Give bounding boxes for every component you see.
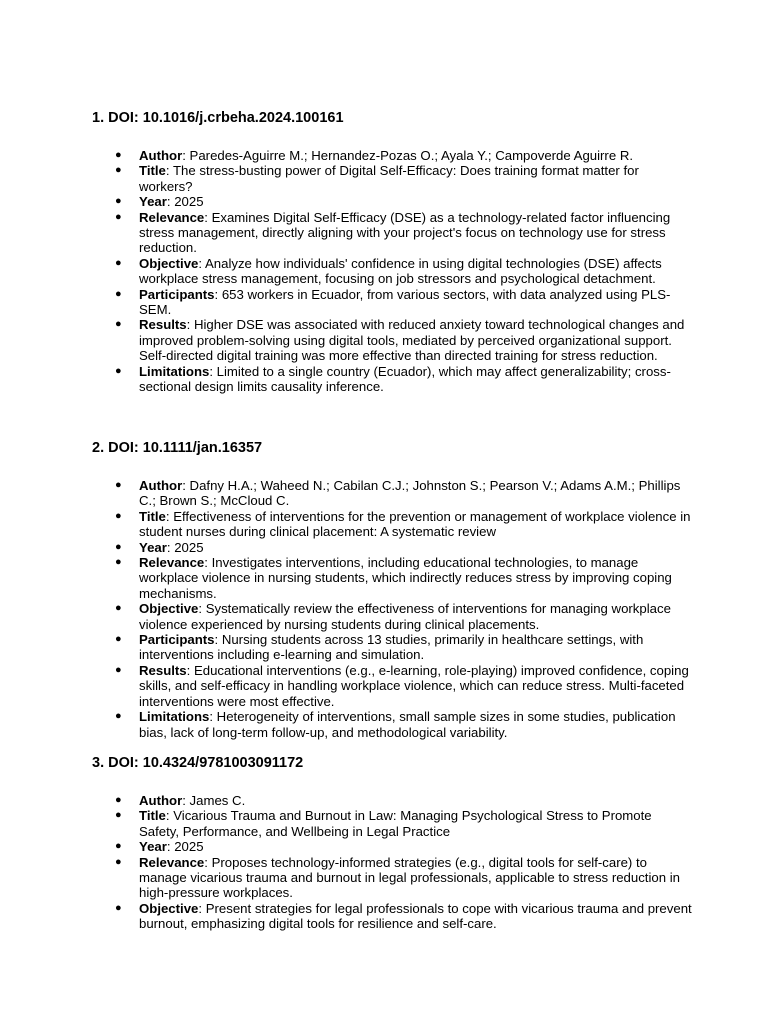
field-value: : Heterogeneity of interventions, small sample sizes in some studies, publication bias, lack of long-term follow-up, and methodological variability. <box>139 709 676 740</box>
field-label: Participants <box>139 286 215 302</box>
field-value: : Educational interventions (e.g., e-learning, role-playing) improved confidence, coping skills, and self-efficacy in handling workplace violence, which can reduce stress. Multi-faceted interventions were most effective. <box>139 662 689 709</box>
field-value: : Proposes technology-informed strategies (e.g., digital tools for self-care) to manage vicarious trauma and burnout in legal professionals, applicable to stress reduction in high-pressure workplaces. <box>139 854 680 901</box>
field-label: Year <box>139 194 167 210</box>
field-value: : Nursing students across 13 studies, primarily in healthcare settings, with interventions including e-learning and simulation. <box>139 632 644 663</box>
bullet-icon: ● <box>115 556 122 569</box>
bullet-icon: ● <box>115 318 122 331</box>
bullet-icon: ● <box>115 479 122 491</box>
field-value: : 2025 <box>166 539 204 555</box>
bullet-icon: ● <box>115 809 122 822</box>
field-item <box>92 256 692 287</box>
bullet-icon: ● <box>115 256 122 269</box>
field-value: : Limited to a single country (Ecuador), which may affect generalizability; cross-sectional design limits causality inference. <box>139 363 671 395</box>
field-value: : The stress-busting power of Digital Self-Efficacy: Does training format matter for workers? <box>139 163 639 194</box>
bullet-icon: ● <box>115 710 122 723</box>
field-value: : Effectiveness of interventions for the prevention or management of workplace violence in student nurses during clinical placement: A systematic review <box>139 508 691 540</box>
field-value: : Higher DSE was associated with reduced anxiety toward technological changes and improved problem-solving using digital tools, mediated by perceived organizational support. Self-directed digital training was more effective than directed training for stress reduction. <box>139 317 685 364</box>
field-item <box>92 194 692 209</box>
field-value: : Investigates interventions, including educational technologies, to manage workplace violence in nursing students, which indirectly reduces stress by improving coping mechanisms. <box>139 555 672 601</box>
bullet-icon: ● <box>115 509 122 522</box>
bullet-icon: ● <box>115 164 122 177</box>
entry-heading: 1. DOI: 10.1016/j.crbeha.2024.100161 <box>92 110 344 126</box>
field-label: Author <box>139 148 183 163</box>
field-label: Limitations <box>139 709 210 725</box>
field-value: : Present strategies for legal professionals to cope with vicarious trauma and prevent burnout, emphasizing digital tools for resilience and self-care. <box>139 900 692 932</box>
bullet-icon: ● <box>115 840 122 853</box>
field-value: : Paredes-Aguirre M.; Hernandez-Pozas O.; Ayala Y.; Campoverde Aguirre R. <box>182 148 634 163</box>
bullet-icon: ● <box>115 663 122 676</box>
field-value: : Analyze how individuals' confidence in using digital technologies (DSE) affects workplace stress management, focusing on job stressors and psychological detachment. <box>139 255 662 287</box>
bullet-icon: ● <box>115 794 122 806</box>
field-value: : Vicarious Trauma and Burnout in Law: Managing Psychological Stress to Promote Safety, Performance, and Wellbeing in Legal Practice <box>139 808 652 839</box>
bullet-icon: ● <box>115 195 122 208</box>
field-item <box>92 163 692 194</box>
bullet-icon: ● <box>115 210 122 223</box>
field-value: : 2025 <box>166 839 204 855</box>
bullet-icon: ● <box>115 149 122 161</box>
field-list <box>92 148 692 395</box>
field-label: Title <box>139 808 166 824</box>
field-label: Limitations <box>139 363 210 379</box>
field-item <box>92 364 692 395</box>
field-label: Relevance <box>139 555 205 571</box>
field-value: : Examines Digital Self-Efficacy (DSE) as a technology-related factor influencing stress management, directly aligning with your project's focus on technology use for stress reduction. <box>139 209 671 256</box>
field-item <box>92 839 692 854</box>
field-label: Year <box>139 839 167 855</box>
bullet-icon: ● <box>115 602 122 615</box>
field-item <box>92 901 692 932</box>
bullet-icon: ● <box>115 540 122 553</box>
field-item <box>92 148 692 163</box>
field-list <box>92 478 692 740</box>
field-label: Relevance <box>139 209 205 225</box>
bullet-icon: ● <box>115 633 122 646</box>
field-item <box>92 478 692 509</box>
field-item <box>92 808 692 839</box>
reference-entry <box>92 439 692 740</box>
bullet-icon: ● <box>115 364 122 377</box>
field-item <box>92 317 692 363</box>
entry-heading: 2. DOI: 10.1111/jan.16357 <box>92 440 263 456</box>
field-label: Results <box>139 662 187 678</box>
field-value: : 653 workers in Ecuador, from various sectors, with data analyzed using PLS-SEM. <box>139 286 671 318</box>
field-label: Author <box>139 478 183 493</box>
bullet-icon: ● <box>115 901 122 914</box>
field-value: : Dafny H.A.; Waheed N.; Cabilan C.J.; Johnston S.; Pearson V.; Adams A.M.; Phillips C.; Brown S.; McCloud C. <box>139 478 681 509</box>
field-value: : James C. <box>182 793 246 808</box>
field-item <box>92 793 692 808</box>
field-label: Participants <box>139 632 215 648</box>
field-label: Objective <box>139 255 199 271</box>
field-label: Objective <box>139 900 199 916</box>
field-label: Title <box>139 163 166 179</box>
field-item <box>92 210 692 256</box>
field-item <box>92 663 692 709</box>
field-item <box>92 287 692 318</box>
field-value: : Systematically review the effectiveness of interventions for managing workplace violence experienced by nursing students during clinical placements. <box>139 601 671 632</box>
reference-entry <box>92 109 692 395</box>
reference-entry <box>92 754 692 932</box>
field-label: Title <box>139 508 166 524</box>
field-item <box>92 632 692 663</box>
field-item <box>92 855 692 901</box>
field-item <box>92 709 692 740</box>
field-item <box>92 555 692 601</box>
bullet-icon: ● <box>115 855 122 868</box>
field-item <box>92 509 692 540</box>
field-list <box>92 793 692 932</box>
field-label: Objective <box>139 601 199 617</box>
field-label: Results <box>139 317 187 333</box>
field-label: Author <box>139 793 183 808</box>
field-item <box>92 601 692 632</box>
field-value: : 2025 <box>166 194 204 210</box>
field-label: Year <box>139 539 167 555</box>
bullet-icon: ● <box>115 287 122 300</box>
field-item <box>92 540 692 555</box>
entry-heading: 3. DOI: 10.4324/9781003091172 <box>92 755 304 771</box>
field-label: Relevance <box>139 854 205 870</box>
